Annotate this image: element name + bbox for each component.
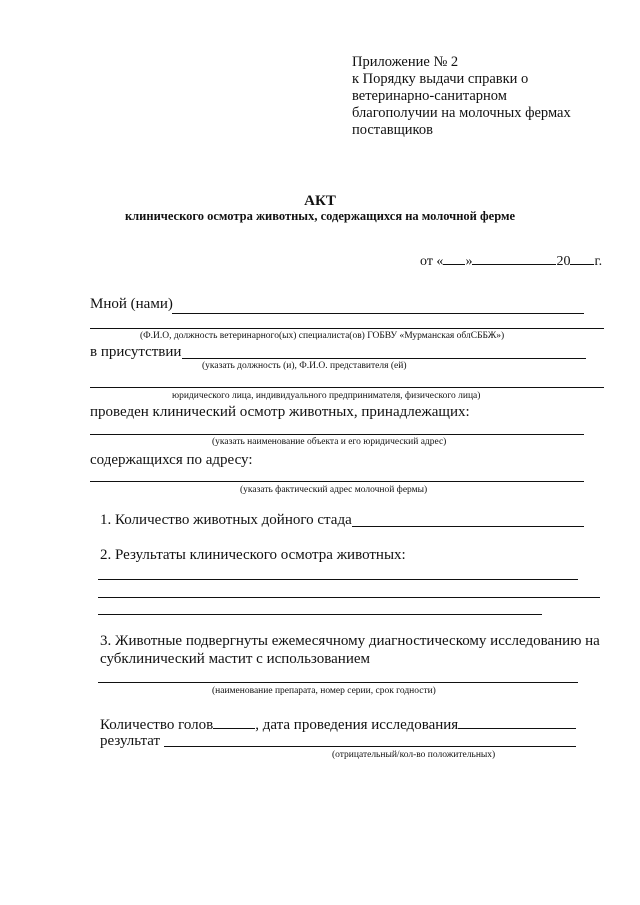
item-2-label: 2. Результаты клинического осмотра животных: bbox=[100, 547, 406, 563]
study-date-blank[interactable] bbox=[458, 714, 576, 729]
result-caption: (отрицательный/кол-во положительных) bbox=[332, 750, 496, 760]
object-line[interactable] bbox=[90, 434, 584, 435]
study-date-label: , дата проведения исследования bbox=[255, 717, 459, 733]
entity-caption: юридического лица, индивидуального предпринимателя, физического лица) bbox=[172, 391, 481, 401]
result-label: результат bbox=[100, 733, 161, 749]
appendix-line: благополучии на молочных фермах bbox=[352, 105, 571, 121]
item-2-line-1[interactable] bbox=[98, 579, 578, 580]
date-month-blank[interactable] bbox=[472, 250, 556, 265]
heads-blank[interactable] bbox=[213, 714, 255, 729]
preparation-line[interactable] bbox=[98, 682, 578, 683]
item-1-label: 1. Количество животных дойного стада bbox=[100, 512, 352, 528]
heads-label: Количество голов bbox=[100, 717, 214, 733]
item-2-line-2[interactable] bbox=[98, 597, 600, 598]
appendix-line: ветеринарно-санитарном bbox=[352, 88, 507, 104]
appendix-line: к Порядку выдачи справки о bbox=[352, 71, 529, 87]
presence-caption: (указать должность (и), Ф.И.О. представителя (ей) bbox=[202, 361, 407, 371]
appendix-line: поставщиков bbox=[352, 122, 433, 138]
result-blank[interactable] bbox=[164, 746, 576, 747]
kept-at-label: содержащихся по адресу: bbox=[90, 452, 253, 468]
preparation-caption: (наименование препарата, номер серии, срок годности) bbox=[212, 686, 436, 696]
address-caption: (указать фактический адрес молочной фермы) bbox=[240, 485, 428, 495]
appendix-number: Приложение № 2 bbox=[352, 54, 459, 70]
by-me-blank[interactable] bbox=[172, 313, 584, 314]
date-line: от « » 20 г. bbox=[420, 250, 602, 270]
presence-label: в присутствии bbox=[90, 344, 182, 360]
conducted-label: проведен клинический осмотр животных, принадлежащих: bbox=[90, 404, 470, 420]
date-day-blank[interactable] bbox=[443, 250, 465, 265]
item-1-blank[interactable] bbox=[352, 526, 584, 527]
document-subtitle: клинического осмотра животных, содержащихся на молочной ферме bbox=[124, 209, 516, 223]
by-me-full-line bbox=[90, 328, 604, 329]
address-line[interactable] bbox=[90, 481, 584, 482]
appendix-header bbox=[352, 54, 602, 139]
object-caption: (указать наименование объекта и его юридический адрес) bbox=[212, 437, 447, 447]
date-year-blank[interactable] bbox=[570, 250, 594, 265]
presence-blank[interactable] bbox=[182, 358, 586, 359]
item-2-line-3[interactable] bbox=[98, 614, 542, 615]
entity-line[interactable] bbox=[90, 387, 604, 388]
document-title: АКТ bbox=[304, 193, 336, 209]
item-3-label: 3. Животные подвергнуты ежемесячному диагностическому исследованию на bbox=[100, 633, 600, 649]
by-me-label: Мной (нами) bbox=[90, 296, 173, 312]
item-3-label-cont: субклинический мастит с использованием bbox=[100, 651, 370, 667]
study-line bbox=[100, 714, 576, 734]
by-me-caption: (Ф.И.О, должность ветеринарного(ых) специалиста(ов) ГОБВУ «Мурманская облСББЖ») bbox=[140, 331, 505, 341]
